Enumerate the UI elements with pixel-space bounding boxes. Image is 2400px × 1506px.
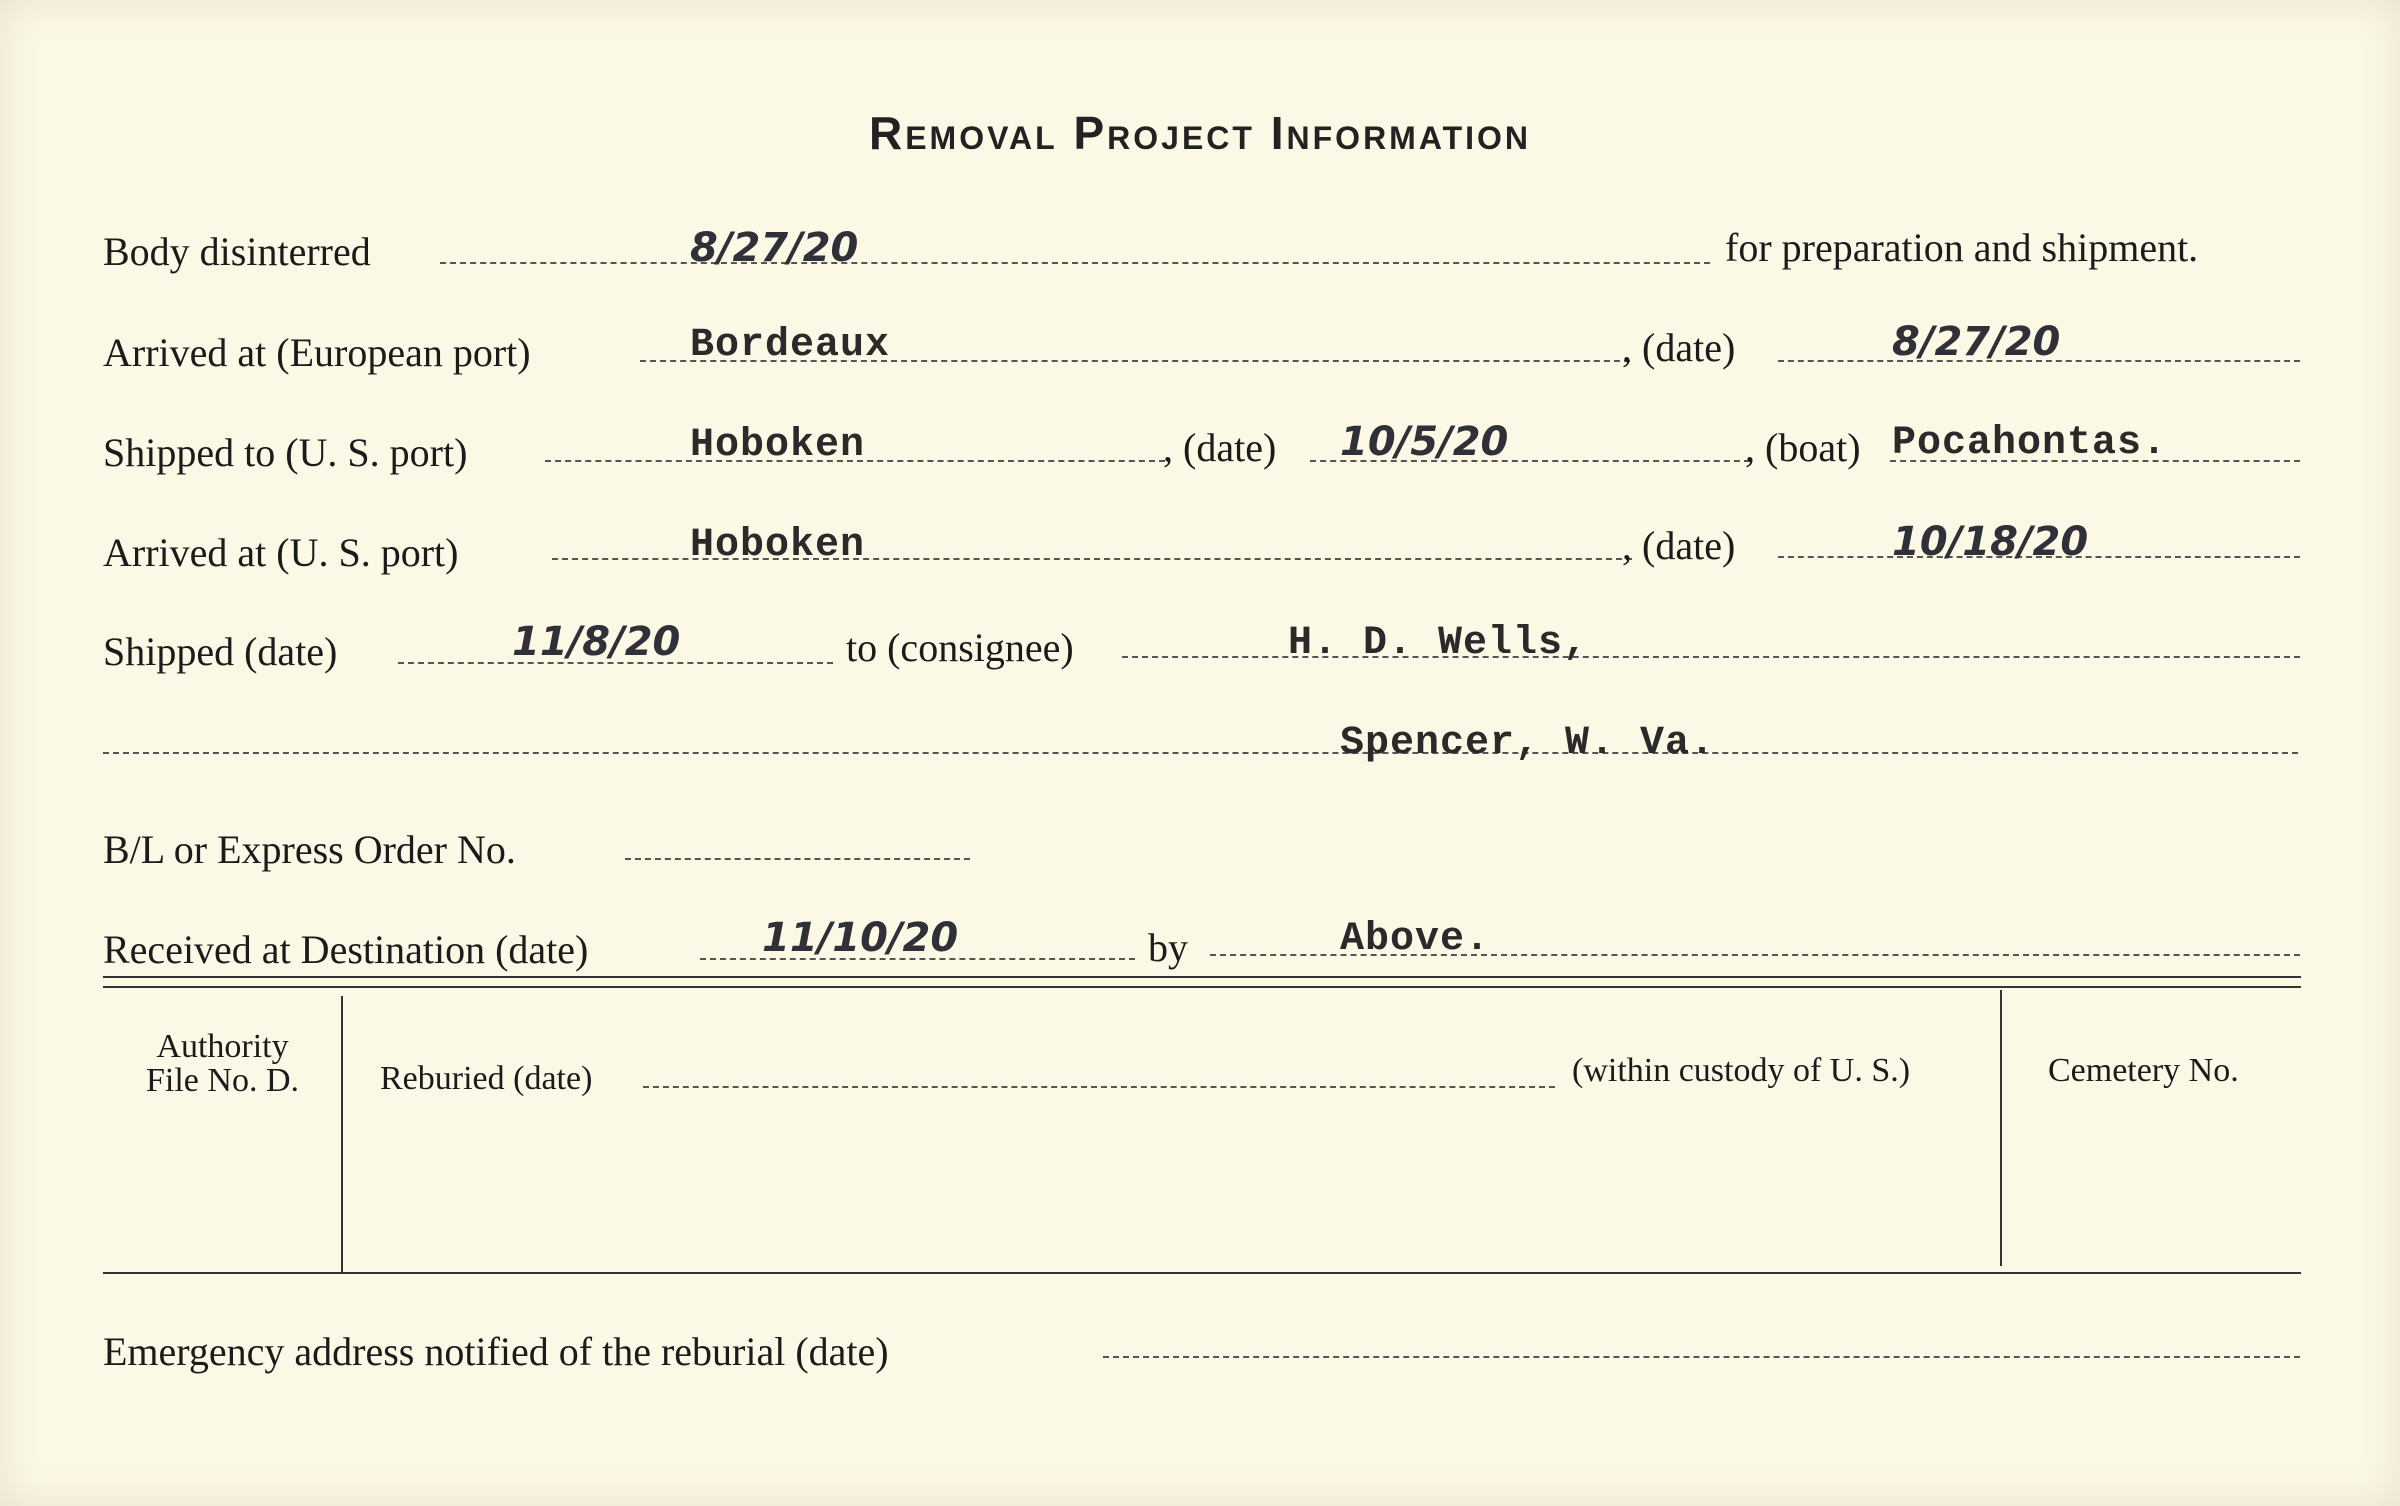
consignee-name: H. D. Wells, [1288, 621, 1589, 666]
received-by-label: by [1148, 925, 1188, 970]
arrived-us-date: 10/18/20 [1892, 519, 2089, 565]
consignee-address: Spencer, W. Va. [1340, 721, 1716, 766]
form-title: Removal Project Information [868, 107, 1532, 159]
received-date: 11/10/20 [762, 915, 959, 961]
shipped-date-label: Shipped (date) [103, 629, 338, 674]
reburied-line [643, 1086, 1555, 1088]
cemetery-label: Cemetery No. [2048, 1052, 2239, 1089]
arrived-eu-port: Bordeaux [690, 323, 891, 368]
shipped-us-boat-label: , (boat) [1745, 425, 1861, 470]
shipped-us-date: 10/5/20 [1340, 419, 1509, 465]
custody-label: (within custody of U. S.) [1572, 1052, 1911, 1089]
authority-label-2: File No. D. [146, 1062, 299, 1099]
body-disinterred-label: Body disinterred [103, 229, 371, 274]
emergency-line [1103, 1356, 2300, 1358]
column-divider-right [2000, 990, 2002, 1266]
box-bottom-rule [103, 1272, 2301, 1274]
consignee-label: to (consignee) [846, 625, 1074, 670]
shipped-us-port: Hoboken [690, 423, 866, 468]
bl-label: B/L or Express Order No. [103, 827, 516, 872]
arrived-us-date-label: , (date) [1622, 523, 1736, 568]
emergency-label: Emergency address notified of the reburial (date) [103, 1329, 889, 1374]
authority-label-1: Authority [156, 1028, 289, 1065]
column-divider-left [341, 996, 343, 1274]
body-disinterred-line [440, 262, 1710, 264]
body-disinterred-suffix: for preparation and shipment. [1725, 225, 2199, 270]
bl-line [625, 858, 970, 860]
arrived-us-label: Arrived at (U. S. port) [103, 530, 459, 575]
body-disinterred-value: 8/27/20 [690, 225, 859, 271]
received-label: Received at Destination (date) [103, 927, 589, 972]
arrived-eu-label: Arrived at (European port) [103, 330, 531, 375]
reburied-label: Reburied (date) [380, 1060, 593, 1097]
shipped-us-label: Shipped to (U. S. port) [103, 430, 468, 475]
shipped-us-boat: Pocahontas. [1892, 421, 2168, 466]
section-rule-bottom [103, 986, 2301, 988]
consignee-address-line [103, 752, 2298, 754]
arrived-eu-date: 8/27/20 [1892, 319, 2061, 365]
arrived-eu-date-label: , (date) [1622, 325, 1736, 370]
shipped-date: 11/8/20 [512, 619, 681, 665]
received-by: Above. [1340, 917, 1491, 962]
section-rule-top [103, 976, 2301, 978]
shipped-us-date-label: , (date) [1163, 425, 1277, 470]
arrived-us-port: Hoboken [690, 523, 866, 568]
